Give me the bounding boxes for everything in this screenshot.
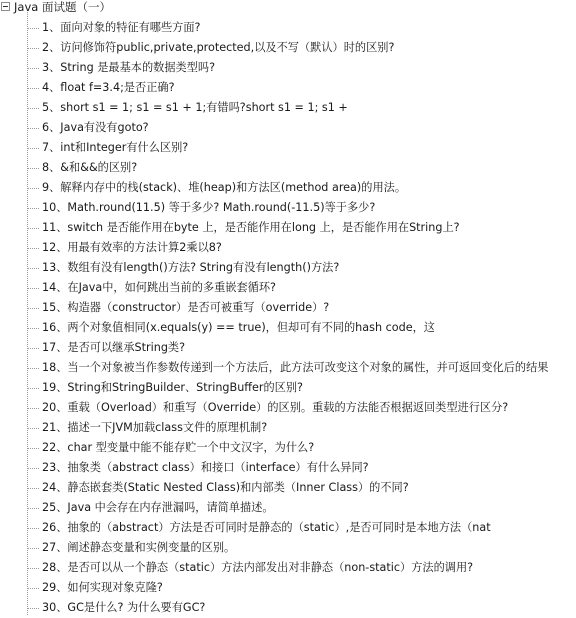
tree-branch-line [27,268,39,269]
tree-item-label[interactable]: 2、访问修饰符public,private,protected,以及不写（默认）时的区别? [42,41,395,54]
tree-item-label[interactable]: 7、int和Integer有什么区别? [42,141,189,154]
tree-branch-line [27,88,39,89]
tree-item-label[interactable]: 12、用最有效率的方法计算2乘以8? [42,241,222,254]
tree-item-label[interactable]: 11、switch 是否能作用在byte 上，是否能作用在long 上，是否能作用在String上? [42,221,460,234]
tree-branch-line [27,368,39,369]
tree-branch-line [27,128,39,129]
tree-item-label[interactable]: 26、抽象的（abstract）方法是否可同时是静态的（static）,是否可同时是本地方法（nat [42,521,491,534]
tree-item-label[interactable]: 1、面向对象的特征有哪些方面? [42,21,201,34]
tree-item-label[interactable]: 27、阐述静态变量和实例变量的区别。 [42,541,236,554]
tree-branch-line [27,568,39,569]
tree-branch-line [27,208,39,209]
tree-branch-line [27,468,39,469]
tree-branch-line [27,288,39,289]
tree-branch-line [27,348,39,349]
tree-branch-line [27,108,39,109]
tree-branch-line [27,548,39,549]
tree-branch-line [27,588,39,589]
tree-item-label[interactable]: 5、short s1 = 1; s1 = s1 + 1;有错吗?short s1 = 1; s1 + [42,101,348,114]
tree-item-label[interactable]: 18、当一个对象被当作参数传递到一个方法后，此方法可改变这个对象的属性，并可返回变化后的结果 [42,361,549,374]
tree-branch-line [27,328,39,329]
tree-item-label[interactable]: 24、静态嵌套类(Static Nested Class)和内部类（Inner Class）的不同? [42,481,409,494]
tree-branch-line [27,528,39,529]
tree-item-label[interactable]: 9、解释内存中的栈(stack)、堆(heap)和方法区(method area)的用法。 [42,181,407,194]
tree-item-label[interactable]: 21、描述一下JVM加载class文件的原理机制? [42,421,268,434]
tree-branch-line [27,488,39,489]
tree-item-label[interactable]: 6、Java有没有goto? [42,121,149,134]
tree-branch-line [27,48,39,49]
tree-branch-line [27,248,39,249]
tree-item-label[interactable]: 25、Java 中会存在内存泄漏吗，请简单描述。 [42,501,274,514]
tree-branch-line [27,408,39,409]
tree-item-label[interactable]: 20、重载（Overload）和重写（Override）的区别。重载的方法能否根据返回类型进行区分? [42,401,509,414]
tree-branch-line [27,28,39,29]
collapse-toggle-icon[interactable] [1,2,10,11]
tree-branch-line [27,308,39,309]
tree-item-label[interactable]: 8、&和&&的区别? [42,161,138,174]
tree-branch-line [27,68,39,69]
tree-item-label[interactable]: 3、String 是最基本的数据类型吗? [42,61,216,74]
tree-branch-line [27,168,39,169]
tree-item-label[interactable]: 13、数组有没有length()方法? String有没有length()方法? [42,261,340,274]
tree-item-label[interactable]: 10、Math.round(11.5) 等于多少? Math.round(-11.5)等于多少? [42,201,376,214]
tree-item-label[interactable]: 28、是否可以从一个静态（static）方法内部发出对非静态（non-static）方法的调用? [42,561,474,574]
tree-branch-line [27,388,39,389]
tree-branch-line [27,188,39,189]
tree-item-label[interactable]: 30、GC是什么? 为什么要有GC? [42,601,206,614]
tree-branch-line [27,448,39,449]
tree-branch-line [27,608,39,609]
tree-branch-line [27,148,39,149]
tree-item-label[interactable]: 19、String和StringBuilder、StringBuffer的区别? [42,381,303,394]
tree-item-label[interactable]: 16、两个对象值相同(x.equals(y) == true)，但却可有不同的hash code，这 [42,321,435,334]
tree-item-label[interactable]: 14、在Java中，如何跳出当前的多重嵌套循环? [42,281,276,294]
tree-item-label[interactable]: 29、如何实现对象克隆? [42,581,163,594]
tree-branch-line [27,508,39,509]
tree-item-label[interactable]: 23、抽象类（abstract class）和接口（interface）有什么异同? [42,461,369,474]
tree-guide-line [27,12,28,615]
tree-branch-line [27,228,39,229]
tree-branch-line [27,428,39,429]
tree-item-label[interactable]: 22、char 型变量中能不能存贮一个中文汉字，为什么? [42,441,315,454]
tree-item-label[interactable]: 4、float f=3.4;是否正确? [42,81,175,94]
tree-item-label[interactable]: 15、构造器（constructor）是否可被重写（override）? [42,301,330,314]
tree-root-label[interactable]: Java 面试题（一） [14,0,111,14]
tree-item-label[interactable]: 17、是否可以继承String类? [42,341,186,354]
